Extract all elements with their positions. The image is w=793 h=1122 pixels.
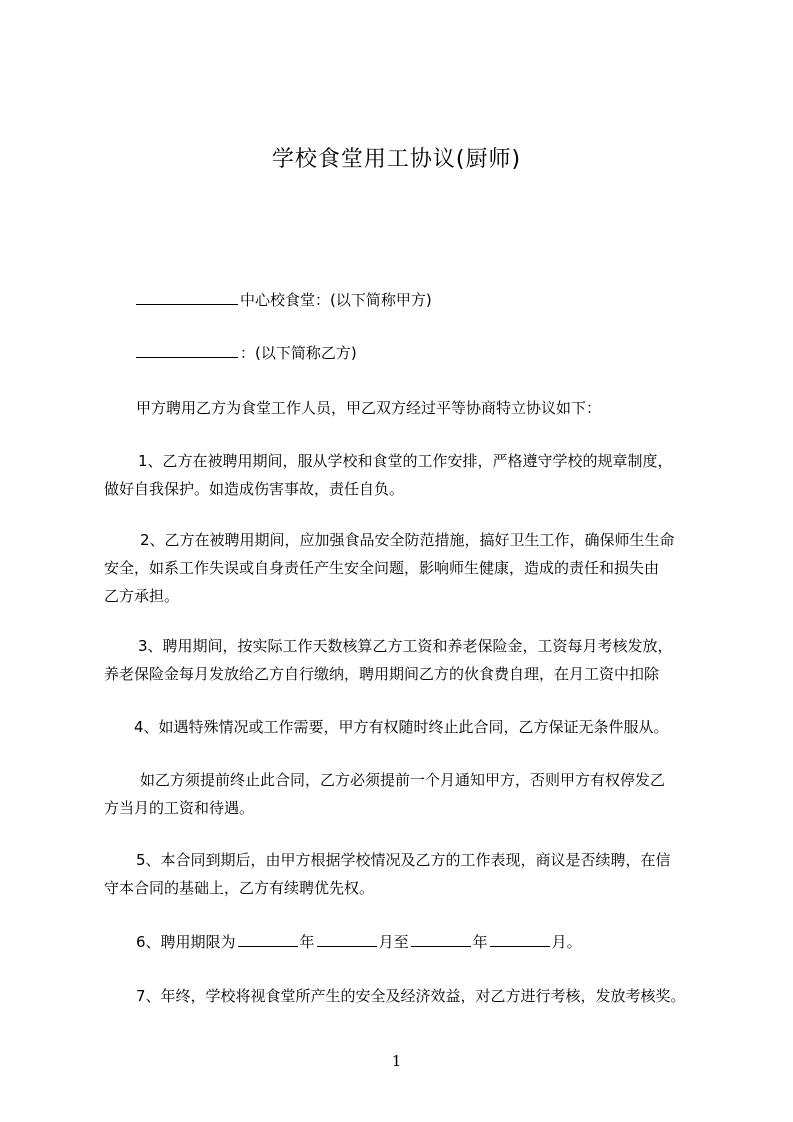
start-year-blank: [238, 929, 298, 947]
party-a-blank: [136, 287, 238, 305]
clause-3-line-2: 养老保险金每月发放给乙方自行缴纳，聘用期间乙方的伙食费自理，在月工资中扣除: [104, 665, 660, 683]
end-year-blank: [411, 929, 471, 947]
party-a-label: 中心校食堂：(以下简称甲方): [240, 291, 432, 309]
clause-6: [136, 928, 582, 956]
clause-6-prefix: 6、聘用期限为: [136, 933, 236, 951]
clause-2-line-1: 2、乙方在被聘用期间，应加强食品安全防范措施，搞好卫生工作，确保师生生命: [140, 531, 675, 549]
clause-4b-line-2: 方当月的工资和待遇。: [104, 799, 255, 817]
clause-1-line-2: 做好自我保护。如造成伤害事故，责任自负。: [104, 480, 405, 498]
clause-3-line-1: 3、聘用期间，按实际工作天数核算乙方工资和养老保险金，工资每月考核发放，: [138, 637, 673, 655]
clause-5-line-2: 守本合同的基础上，乙方有续聘优先权。: [104, 879, 375, 897]
clause-2-line-3: 乙方承担。: [104, 587, 180, 605]
clause-4b-line-1: 如乙方须提前终止此合同，乙方必须提前一个月通知甲方，否则甲方有权停发乙: [140, 771, 666, 789]
party-a-line: [136, 286, 432, 314]
clause-6-year-2: 年: [472, 933, 488, 951]
party-b-blank: [136, 340, 238, 358]
clause-1-line-1: 1、乙方在被聘用期间，服从学校和食堂的工作安排，严格遵守学校的规章制度，: [138, 452, 673, 470]
party-b-label: ：(以下简称乙方): [240, 344, 357, 362]
clause-4: 4、如遇特殊情况或工作需要，甲方有权随时终止此合同，乙方保证无条件服从。: [134, 718, 669, 736]
clause-2-line-2: 安全，如系工作失误或自身责任产生安全问题，影响师生健康，造成的责任和损失由: [104, 559, 660, 577]
intro-paragraph: 甲方聘用乙方为食堂工作人员，甲乙双方经过平等协商特立协议如下：: [136, 399, 602, 417]
document-title: 学校食堂用工协议(厨师): [271, 147, 522, 172]
end-month-blank: [490, 929, 550, 947]
clause-6-month-2: 月。: [551, 933, 582, 951]
clause-7: 7、年终，学校将视食堂所产生的安全及经济效益，对乙方进行考核，发放考核奖。: [136, 987, 686, 1005]
clause-5-line-1: 5、本合同到期后，由甲方根据学校情况及乙方的工作表现，商议是否续聘，在信: [136, 851, 671, 869]
page-number: 1: [391, 1052, 402, 1070]
start-month-blank: [317, 929, 377, 947]
party-b-line: [136, 339, 357, 367]
clause-6-year-1: 年: [299, 933, 315, 951]
clause-6-month-1: 月至: [378, 933, 409, 951]
